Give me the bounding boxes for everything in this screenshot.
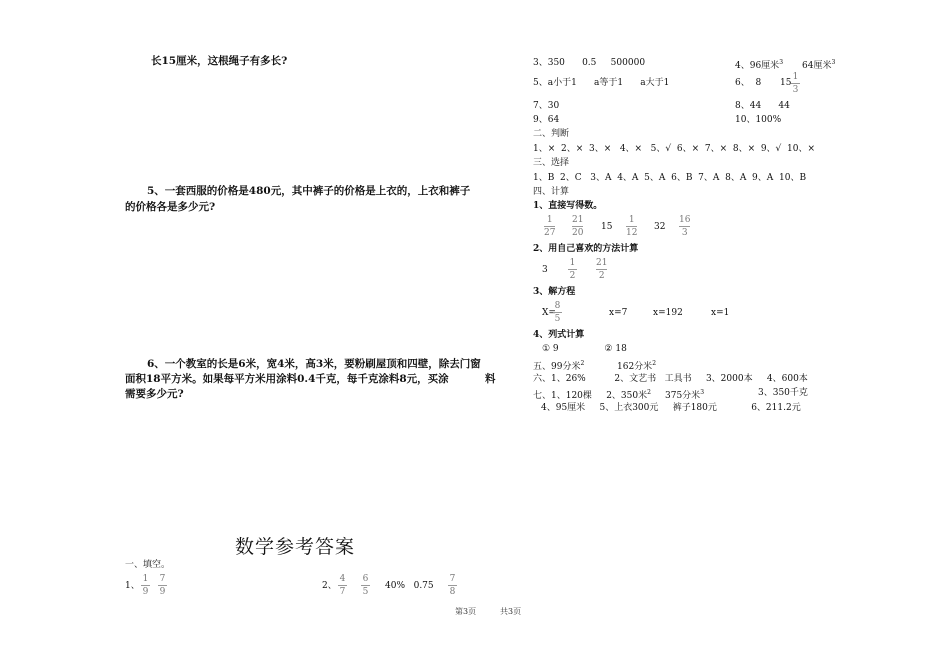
question-6-line-2: 面积18平方米。如果每平方米用涂料0.4千克，每千克涂料8元，买涂 bbox=[125, 373, 449, 385]
answer-2-fraction-3: 7 8 bbox=[449, 574, 456, 597]
judge-answers: 1、× 2、× 3、× 4、× 5、√ 6、× 7、× 8、× 9、√ 10、× bbox=[533, 144, 816, 154]
section-1-heading: 一、填空。 bbox=[125, 560, 171, 570]
answer-r6: 6、 8 bbox=[735, 78, 762, 88]
section-7-answers bbox=[533, 387, 651, 402]
calc-1-fraction-1: 1 27 bbox=[544, 215, 556, 238]
answers-title: 数学参考答案 bbox=[235, 536, 356, 558]
section-5-answer-2-wrap bbox=[617, 358, 656, 373]
answer-r3: 3、350 0.5 500000 bbox=[533, 58, 646, 68]
section-3-heading: 三、选择 bbox=[533, 158, 570, 168]
section-7-answers-text-1: 七、1、120棵 2、350米 bbox=[533, 391, 648, 401]
calc-2-fraction-1: 1 2 bbox=[569, 258, 576, 281]
answer-r4 bbox=[735, 57, 783, 72]
answer-r9: 9、64 bbox=[533, 115, 560, 125]
section-4-heading: 四、计算 bbox=[533, 187, 570, 197]
question-5-line-1: 5、一套西服的价格是480元，其中裤子的价格是上衣的，上衣和裤子 bbox=[147, 185, 471, 197]
answer-r4-sup: 3 bbox=[779, 59, 784, 66]
answer-2-values: 40% 0.75 bbox=[385, 581, 434, 591]
question-6-line-1: 6、一个教室的长是6米，宽4米，高3米，要粉刷屋顶和四壁，除去门窗 bbox=[147, 358, 481, 370]
question-5-line-2: 的价格各是多少元? bbox=[125, 201, 216, 213]
section-5-answer-2-sup: 2 bbox=[652, 360, 657, 367]
calc-3-answer-4: x=1 bbox=[711, 308, 730, 318]
calc-3-heading: 3、解方程 bbox=[533, 287, 576, 297]
calc-3-answer-3: x=192 bbox=[653, 308, 683, 318]
answer-r4b-text: 64厘米 bbox=[802, 61, 832, 71]
answer-1-fraction-1: 1 9 bbox=[142, 574, 149, 597]
answer-r6-fraction: 1 3 bbox=[792, 72, 799, 95]
section-5-answer bbox=[533, 358, 584, 373]
calc-3-answer-2: x=7 bbox=[609, 308, 628, 318]
calc-1-fraction-2: 21 20 bbox=[572, 215, 584, 238]
calc-1-value-2: 32 bbox=[654, 222, 666, 232]
section-7-answers-sup-1: 2 bbox=[647, 389, 651, 396]
section-7-answers-text-2: 375分米 bbox=[665, 391, 701, 401]
calc-3-x-label: X= bbox=[542, 308, 556, 318]
calc-1-fraction-4: 16 3 bbox=[679, 215, 691, 238]
calc-3-fraction: 8 5 bbox=[554, 301, 561, 324]
section-6-answers: 六、1、26% 2、文艺书 工具书 3、2000本 4、600本 bbox=[533, 374, 808, 384]
answer-r5: 5、a小于1 a等于1 a大于1 bbox=[533, 78, 670, 88]
answer-1-fraction-2: 7 9 bbox=[159, 574, 166, 597]
section-7-answers-c: 3、350千克 bbox=[758, 388, 808, 398]
answer-2-fraction-2: 6 5 bbox=[362, 574, 369, 597]
calc-2-heading: 2、用自己喜欢的方法计算 bbox=[533, 244, 639, 254]
answer-r7: 7、30 bbox=[533, 101, 560, 111]
calc-1-heading: 1、直接写得数。 bbox=[533, 201, 603, 211]
answer-r4-text: 4、96厘米 bbox=[735, 61, 780, 71]
answer-2-prefix: 2、 bbox=[322, 581, 337, 591]
section-7-answers-line-2: 4、95厘米 5、上衣300元 裤子180元 6、211.2元 bbox=[541, 403, 801, 413]
answer-r6-number: 15 bbox=[780, 78, 792, 88]
section-7-answers-sup-2: 3 bbox=[700, 389, 705, 396]
calc-2-fraction-2: 21 2 bbox=[596, 258, 608, 281]
question-6-line-3: 需要多少元? bbox=[125, 388, 184, 400]
calc-4-heading: 4、列式计算 bbox=[533, 330, 585, 340]
choice-answers: 1、B 2、C 3、A 4、A 5、A 6、B 7、A 8、A 9、A 10、B bbox=[533, 173, 807, 183]
question-rope-line: 长15厘米，这根绳子有多长? bbox=[151, 55, 288, 67]
calc-1-fraction-3: 1 12 bbox=[626, 215, 638, 238]
answer-2-fraction-1: 4 7 bbox=[339, 574, 346, 597]
calc-1-value-1: 15 bbox=[601, 222, 613, 232]
calc-2-value: 3 bbox=[542, 265, 548, 275]
answer-r10: 10、100% bbox=[735, 115, 782, 125]
answer-r8: 8、44 44 bbox=[735, 101, 790, 111]
answer-r4b bbox=[802, 57, 835, 72]
answer-r4b-sup: 3 bbox=[831, 59, 836, 66]
calc-4-answers: ① 9 ② 18 bbox=[542, 344, 627, 354]
section-2-heading: 二、判断 bbox=[533, 129, 570, 139]
answer-1-prefix: 1、 bbox=[125, 581, 140, 591]
section-5-answer-2: 162分米 bbox=[617, 362, 653, 372]
section-7-answers-b bbox=[665, 387, 704, 402]
page-total: 共3页 bbox=[500, 607, 522, 616]
page-number: 第3页 bbox=[455, 607, 477, 616]
section-5-answer-1-sup: 2 bbox=[580, 360, 585, 367]
question-6-line-2-end: 料 bbox=[485, 373, 496, 385]
section-5-answer-1: 五、99分米 bbox=[533, 362, 581, 372]
